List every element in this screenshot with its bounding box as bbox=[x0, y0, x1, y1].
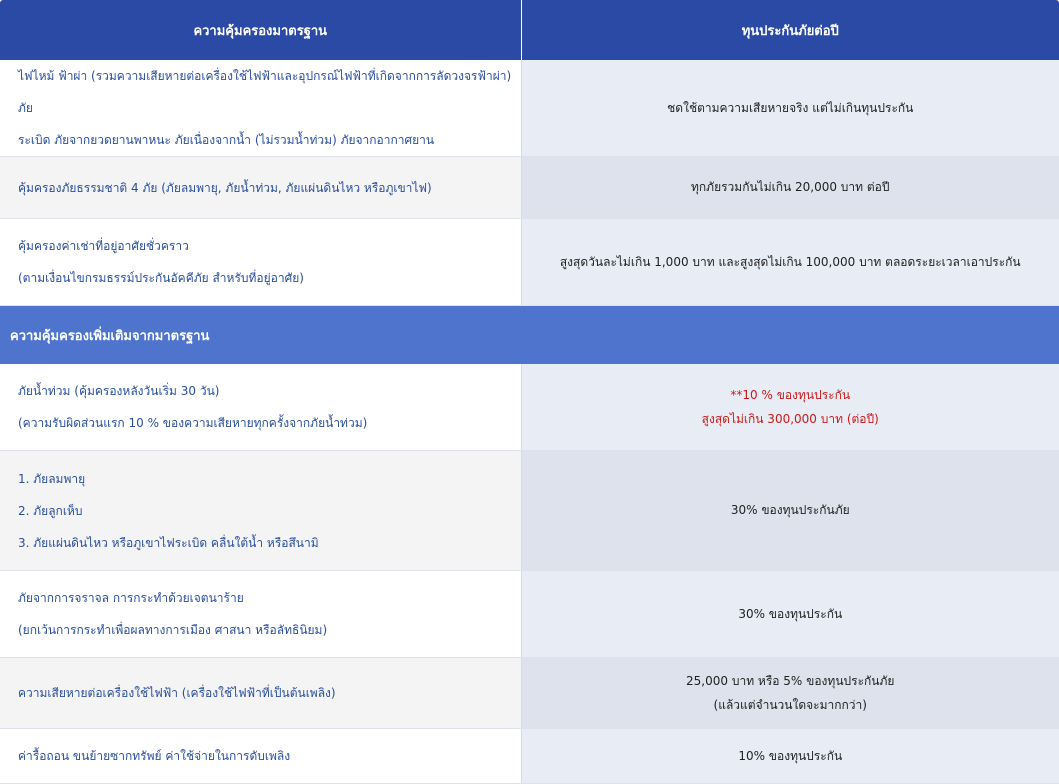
coverage-description: ไฟไหม้ ฟ้าผ่า (รวมความเสียหายต่อเครื่องใช้ไฟฟ้าและอุปกรณ์ไฟฟ้าที่เกิดจากการลัดวงจรฟ้าผ่า) ภัย ระเบิด ภัยจากยวดยานพาหนะ ภัยเนื่องจากน้ำ (ไม่รวมน้ำท่วม) ภัยจากอากาศยาน bbox=[0, 60, 521, 157]
coverage-description: คุ้มครองภัยธรรมชาติ 4 ภัย (ภัยลมพายุ, ภัยน้ำท่วม, ภัยแผ่นดินไหว หรือภูเขาไฟ) bbox=[0, 157, 521, 219]
section-header-extra-coverage bbox=[0, 306, 1059, 365]
coverage-amount: ชดใช้ตามความเสียหายจริง แต่ไม่เกินทุนประกัน bbox=[521, 60, 1059, 157]
table-row bbox=[0, 658, 1059, 729]
coverage-amount: 30% ของทุนประกัน bbox=[521, 571, 1059, 658]
table-row bbox=[0, 451, 1059, 571]
coverage-description: ความเสียหายต่อเครื่องใช้ไฟฟ้า (เครื่องใช้ไฟฟ้าที่เป็นต้นเพลิง) bbox=[0, 658, 521, 729]
table-row bbox=[0, 60, 1059, 157]
coverage-description: คุ้มครองค่าเช่าที่อยู่อาศัยชั่วคราว (ตามเงื่อนไขกรมธรรม์ประกันอัคคีภัย สำหรับที่อยู่อาศัย) bbox=[0, 219, 521, 306]
coverage-amount: **10 % ของทุนประกัน สูงสุดไม่เกิน 300,000 บาท (ต่อปี) bbox=[521, 364, 1059, 451]
table-header bbox=[0, 0, 1059, 60]
coverage-description: 1. ภัยลมพายุ 2. ภัยลูกเห็บ 3. ภัยแผ่นดินไหว หรือภูเขาไฟระเบิด คลื่นใต้น้ำ หรือสึนามิ bbox=[0, 451, 521, 571]
header-standard-coverage: ความคุ้มครองมาตรฐาน bbox=[0, 0, 521, 60]
coverage-description: ภัยน้ำท่วม (คุ้มครองหลังวันเริ่ม 30 วัน) (ความรับผิดส่วนแรก 10 % ของความเสียหายทุกครั้งจากภัยน้ำท่วม) bbox=[0, 364, 521, 451]
coverage-amount: สูงสุดวันละไม่เกิน 1,000 บาท และสูงสุดไม่เกิน 100,000 บาท ตลอดระยะเวลาเอาประกัน bbox=[521, 219, 1059, 306]
coverage-amount: ทุกภัยรวมกันไม่เกิน 20,000 บาท ต่อปี bbox=[521, 157, 1059, 219]
table-row bbox=[0, 729, 1059, 784]
coverage-amount: 10% ของทุนประกัน bbox=[521, 729, 1059, 784]
table-row bbox=[0, 364, 1059, 451]
table-row bbox=[0, 219, 1059, 306]
section-title: ความคุ้มครองเพิ่มเติมจากมาตรฐาน bbox=[0, 306, 1059, 365]
coverage-amount: 30% ของทุนประกันภัย bbox=[521, 451, 1059, 571]
coverage-amount: 25,000 บาท หรือ 5% ของทุนประกันภัย (แล้วแต่จำนวนใดจะมากกว่า) bbox=[521, 658, 1059, 729]
coverage-description: ภัยจากการจราจล การกระทำด้วยเจตนาร้าย (ยกเว้นการกระทำเพื่อผลทางการเมือง ศาสนา หรือลัทธินิยม) bbox=[0, 571, 521, 658]
table-row bbox=[0, 571, 1059, 658]
header-sum-insured: ทุนประกันภัยต่อปี bbox=[521, 0, 1059, 60]
coverage-description: ค่ารื้อถอน ขนย้ายซากทรัพย์ ค่าใช้จ่ายในการดับเพลิง bbox=[0, 729, 521, 784]
table-row bbox=[0, 157, 1059, 219]
